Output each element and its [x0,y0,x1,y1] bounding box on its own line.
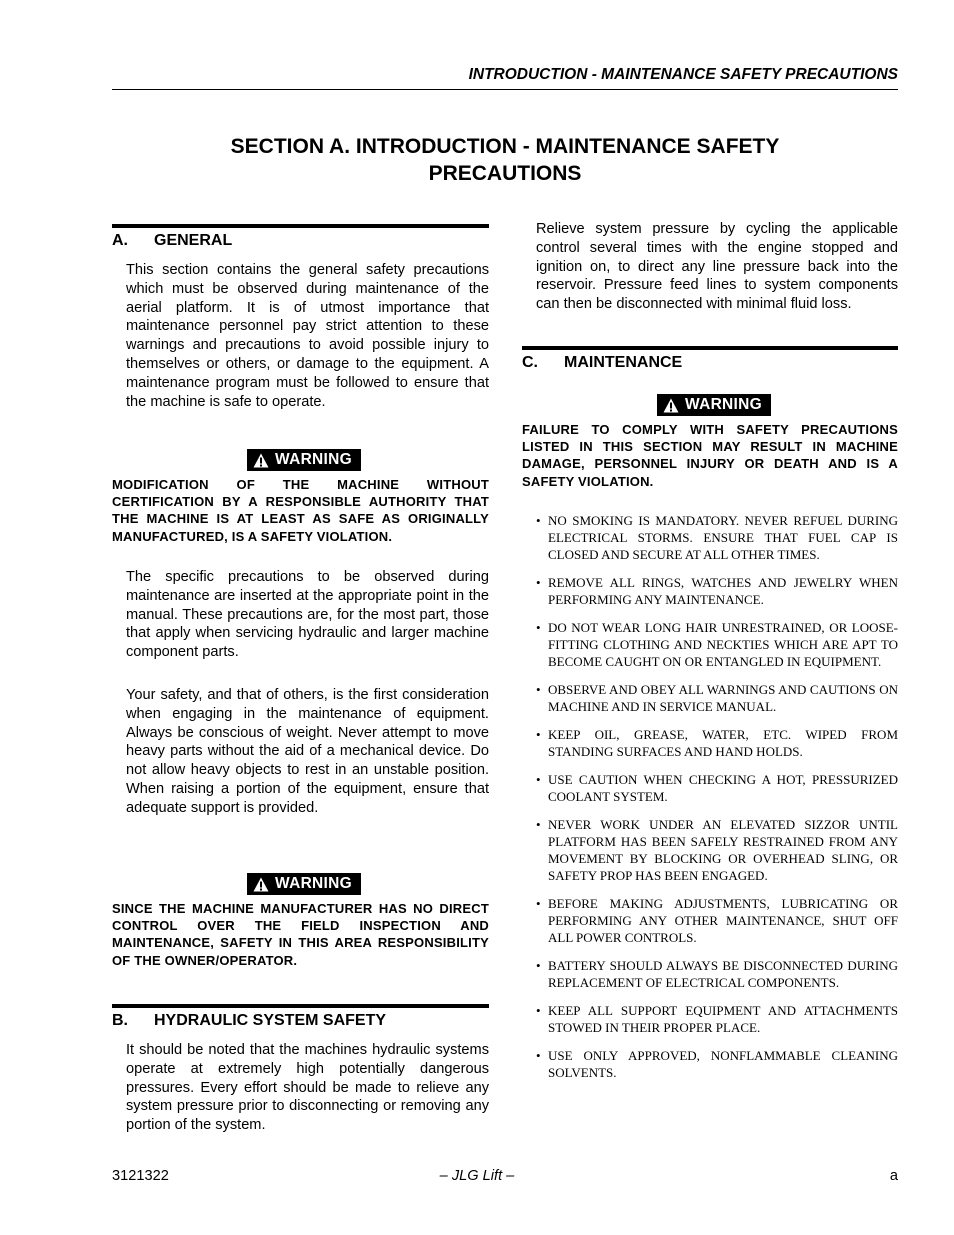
warning-badge-1 [247,449,361,471]
warning-text-2: SINCE THE MACHINE MANUFACTURER HAS NO DIRECT CONTROL OVER THE FIELD INSPECTION AND MAINTENANCE, SAFETY IN THIS AREA RESPONSIBILITY OF THE OWNER/OPERATOR. [112,901,489,968]
list-item: • USE ONLY APPROVED, NONFLAMMABLE CLEANING SOLVENTS. [536,1048,898,1080]
heading-letter: A. [112,232,128,249]
general-paragraph-2: The specific precautions to be observed during maintenance are inserted at the appropriate point in the manual. These precautions are, for the most part, those that apply when servicing hydraulic and larger machine component parts. [126,569,489,661]
list-item: • OBSERVE AND OBEY ALL WARNINGS AND CAUTIONS ON MACHINE AND IN SERVICE MANUAL. [536,682,898,714]
warning-triangle-icon [253,877,269,892]
warning-label: WARNING [275,875,353,892]
footer-brand: – JLG Lift – [439,1168,515,1184]
heading-general [112,224,489,250]
warning-label: WARNING [685,396,763,413]
heading-rule [112,1004,489,1008]
warning-text-3: FAILURE TO COMPLY WITH SAFETY PRECAUTIONS LISTED IN THIS SECTION MAY RESULT IN MACHINE DAMAGE, PERSONNEL INJURY OR DEATH AND IS A SAFETY VIOLATION. [522,422,898,489]
heading-rule [112,224,489,228]
list-item: • NO SMOKING IS MANDATORY. NEVER REFUEL DURING ELECTRICAL STORMS. ENSURE THAT FUEL CAP IS CLOSED AND SECURE AT ALL OTHER TIMES. [536,513,898,562]
list-item: • REMOVE ALL RINGS, WATCHES AND JEWELRY WHEN PERFORMING ANY MAINTENANCE. [536,575,898,607]
list-item: • KEEP OIL, GREASE, WATER, ETC. WIPED FROM STANDING SURFACES AND HAND HOLDS. [536,727,898,759]
list-item: • KEEP ALL SUPPORT EQUIPMENT AND ATTACHMENTS STOWED IN THEIR PROPER PLACE. [536,1003,898,1035]
general-paragraph-1: This section contains the general safety precautions which must be observed during maintenance of the aerial platform. It is of utmost importance that maintenance personnel pay strict attention to these warnings and precautions to avoid possible injury to themselves or others, or damage to the equipment. A maintenance program must be followed to ensure that the machine is safe to operate. [126,262,489,410]
heading-hydraulic [112,1004,489,1030]
safety-bullet-list [536,512,898,1081]
warning-text-1: MODIFICATION OF THE MACHINE WITHOUT CERTIFICATION BY A RESPONSIBLE AUTHORITY THAT THE MACHINE IS AT LEAST AS SAFE AS ORIGINALLY MANUFACTURED, IS A SAFETY VIOLATION. [112,477,489,544]
section-title-line1: SECTION A. INTRODUCTION - MAINTENANCE SAFETY [230,135,780,158]
hydraulic-paragraph-2: Relieve system pressure by cycling the applicable control several times with the engine stopped and ignition on, to direct any line pressure back into the reservoir. Pressure feed lines to system components can then be disconnected with minimal fluid loss. [536,221,898,313]
list-item: • DO NOT WEAR LONG HAIR UNRESTRAINED, OR LOOSE-FITTING CLOTHING AND NECKTIES WHICH ARE APT TO BECOME CAUGHT ON OR ENTANGLED IN EQUIPMENT. [536,620,898,669]
hydraulic-paragraph-1: It should be noted that the machines hydraulic systems operate at extremely high potentially dangerous pressures. Every effort should be made to relieve any system pressure prior to disconnecting or removing any portion of the system. [126,1042,489,1134]
section-title [112,133,898,187]
header-rule [112,89,898,90]
heading-letter: B. [112,1012,128,1029]
warning-triangle-icon [253,453,269,468]
heading-title: MAINTENANCE [564,354,683,371]
general-paragraph-3: Your safety, and that of others, is the first consideration when engaging in the maintenance of equipment. Always be conscious of weight. Never attempt to move heavy parts without the aid of a mechanical device. Do not allow heavy objects to rest in an unstable position. When raising a portion of the equipment, ensure that adequate support is provided. [126,687,489,816]
heading-rule [522,346,898,350]
list-item: • BATTERY SHOULD ALWAYS BE DISCONNECTED DURING REPLACEMENT OF ELECTRICAL COMPONENTS. [536,958,898,990]
running-header: INTRODUCTION - MAINTENANCE SAFETY PRECAUTIONS [468,66,898,83]
warning-badge-2 [247,873,361,895]
footer-page-number: a [889,1168,898,1184]
heading-maintenance [522,346,898,372]
list-item: • USE CAUTION WHEN CHECKING A HOT, PRESSURIZED COOLANT SYSTEM. [536,772,898,804]
heading-letter: C. [522,354,538,371]
warning-label: WARNING [275,451,353,468]
list-item: • NEVER WORK UNDER AN ELEVATED SIZZOR UNTIL PLATFORM HAS BEEN SAFELY RESTRAINED FROM ANY MOVEMENT BY BLOCKING OR OVERHEAD SLING, OR SAFETY PROP HAS BEEN ENGAGED. [536,817,898,883]
heading-title: GENERAL [154,232,233,249]
heading-title: HYDRAULIC SYSTEM SAFETY [154,1012,387,1029]
footer-doc-number: 3121322 [112,1168,169,1184]
warning-triangle-icon [663,398,679,413]
section-title-line2: PRECAUTIONS [428,162,582,185]
warning-badge-3 [657,394,771,416]
list-item: • BEFORE MAKING ADJUSTMENTS, LUBRICATING OR PERFORMING ANY OTHER MAINTENANCE, SHUT OFF ALL POWER CONTROLS. [536,896,898,945]
